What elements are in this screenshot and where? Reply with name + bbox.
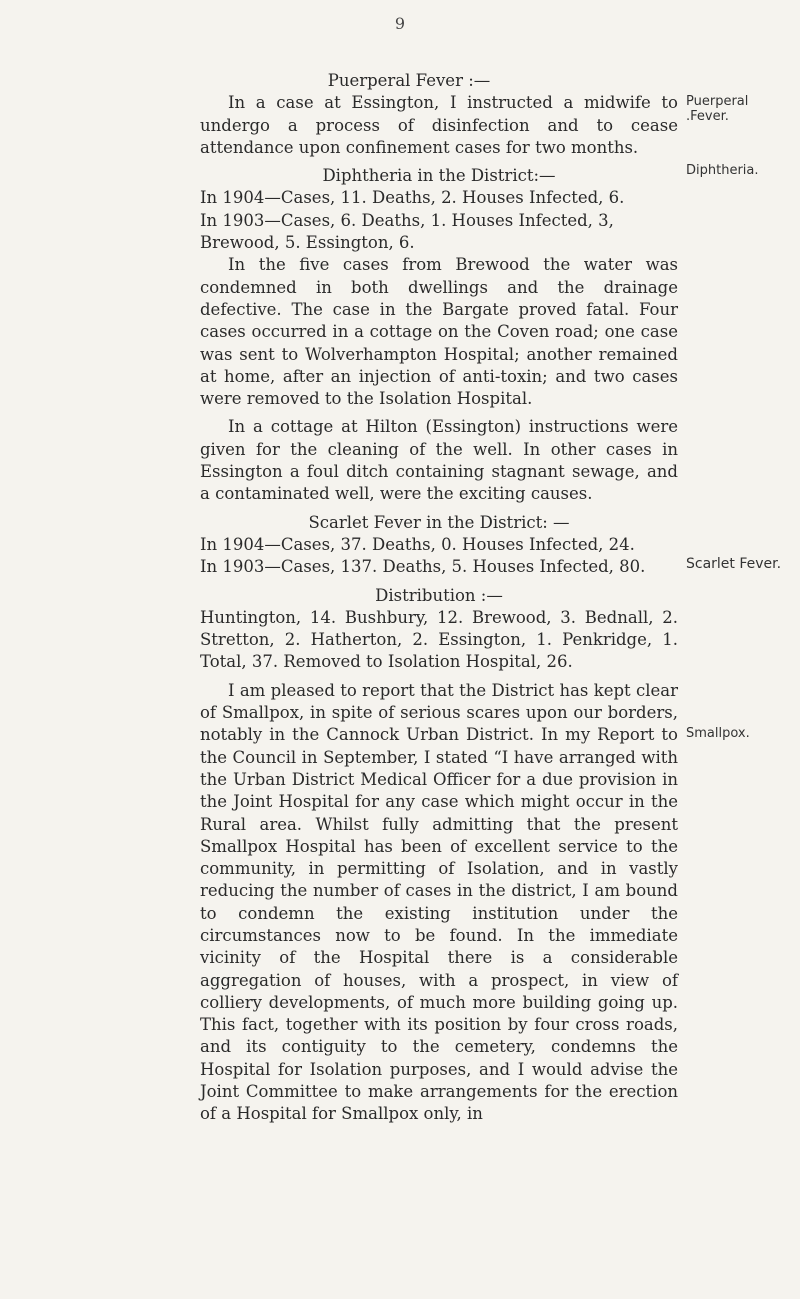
puerperal-paragraph: In a case at Essington, I instructed a midwife to undergo a process of disinfection and to cease attendance upon confinement cases for two months. <box>200 93 678 157</box>
scarlet-fever-1904: In 1904—Cases, 37. Deaths, 0. Houses Infected, 24. <box>200 534 635 554</box>
margin-note-puerperal-line1: Puerperal <box>686 94 749 109</box>
margin-note-diphtheria: Diphtheria. <box>686 163 759 178</box>
scarlet-fever-heading: Scarlet Fever in the District: — <box>308 512 570 532</box>
margin-note-smallpox: Smallpox. <box>686 726 750 741</box>
diphtheria-heading: Diphtheria in the District:— <box>322 166 556 186</box>
diphtheria-paragraph-brewood: In the five cases from Brewood the water was condemned in both dwellings and the drainage defective. The case in the Bargate proved fatal. Four cases occurred in a cottage on the Coven road; one case was sent to Wolverhampton Hospital; another remained at home, after an injection of anti-toxin; and two cases were removed to the Isolation Hospital. <box>200 255 678 409</box>
margin-note-puerperal-line2: .Fever. <box>686 109 729 124</box>
distribution-paragraph: Huntington, 14. Bushbury, 12. Brewood, 3. Bednall, 2. Stretton, 2. Hatherton, 2. Essington, 1. Penkridge, 1. Total, 37. Removed to Isolation Hospital, 26. <box>200 607 678 672</box>
diphtheria-1903-continued: Brewood, 5. Essington, 6. <box>200 233 415 253</box>
smallpox-paragraph: I am pleased to report that the District has kept clear of Smallpox, in spite of serious scares upon our borders, notably in the Cannock Urban District. In my Report to the Council in September, I stated “I have arranged with the Urban District Medical Officer for a due provision in the Joint Hospital for any case which might occur in the Rural area. Whilst fully admitting that the present Smallpox Hospital has been of excellent service to the community, in permitting of Isolation, and in vastly reducing the number of cases in the district, I am bound to condemn the existing institution under the circumstances now to be found. In the immediate vicinity of the Hospital there is a considerable aggregation of houses, with a prospect, in view of colliery developments, of much more building going up. This fact, together with its position by four cross roads, and its contiguity to the cemetery, condemns the Hospital for Isolation purposes, and I would advise the Joint Committee to make arrangements for the erection of a Hospital for Smallpox only, in <box>200 680 678 1124</box>
diphtheria-1903: In 1903—Cases, 6. Deaths, 1. Houses Infected, 3, <box>200 210 614 230</box>
puerperal-heading: Puerperal Fever :— <box>327 71 491 90</box>
margin-note-puerperal <box>686 94 796 124</box>
page-number: 9 <box>394 14 406 33</box>
diphtheria-paragraph-essington: In a cottage at Hilton (Essington) instructions were given for the cleaning of the well. In other cases in Essington a foul ditch containing stagnant sewage, and a contaminated well, were the exciting causes. <box>200 417 678 504</box>
scarlet-fever-1903: In 1903—Cases, 137. Deaths, 5. Houses Infected, 80. <box>200 557 646 577</box>
diphtheria-1904: In 1904—Cases, 11. Deaths, 2. Houses Infected, 6. <box>200 188 625 208</box>
distribution-heading: Distribution :— <box>375 585 503 605</box>
page-body <box>200 70 678 1126</box>
margin-note-scarlet-fever: Scarlet Fever. <box>686 556 782 572</box>
